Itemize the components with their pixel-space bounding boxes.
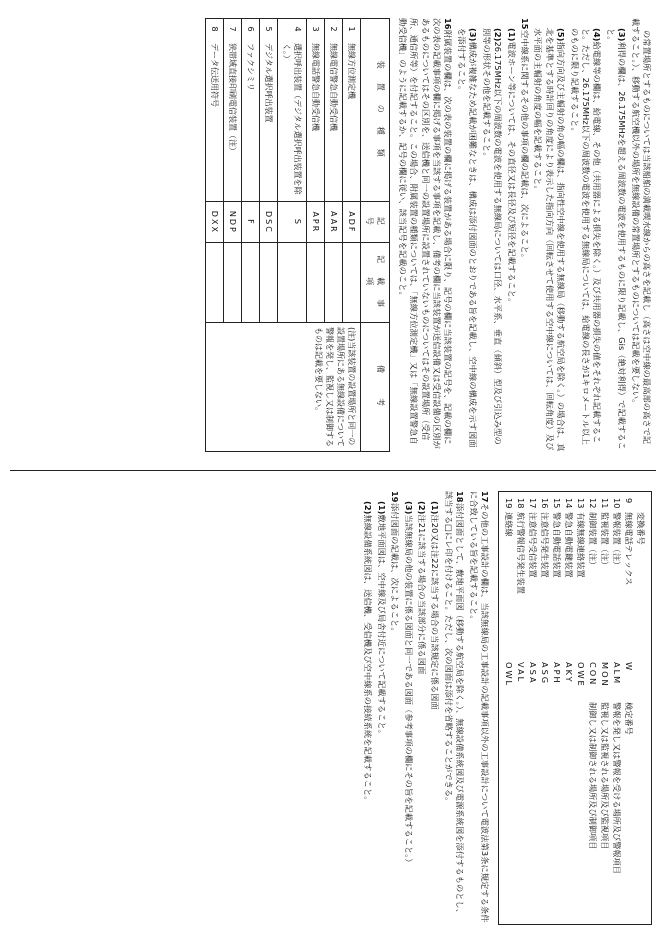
column-header: 記 号 <box>361 202 390 243</box>
list-header: 変換番号 <box>636 512 646 545</box>
table-header-row <box>361 19 390 452</box>
device-name: 選択呼出装置（デジタル選択呼出装置を除く。） <box>278 39 307 202</box>
row-number: 8 <box>206 19 224 40</box>
row-number: 3 <box>307 19 325 40</box>
paragraph: (5)指向方向及び主輻射の角の幅の欄は、指向性空中線を使用する無線局（移動する航空局を除く。）の場合は、真北を基準とする時計回りの角度により表示した指向方向（回転させて使用する空中線については、回転角度）及び水平面の主輻射の角度の幅を記載すること。 <box>533 28 567 452</box>
paragraph: (2)注21に該当する場合の当該部分に係る図面 <box>416 501 427 675</box>
device-name: 無線方位測定機 <box>343 39 361 202</box>
device-items <box>343 243 361 323</box>
list-item: 15 警急自動電話装置 APH <box>552 498 562 685</box>
list-item: 19 連絡線 OWL <box>504 498 514 688</box>
paragraph: (3)当該無線局の他の装置に係る図面と同一である図面（参考事項の欄にその旨を記載すること。） <box>403 501 414 867</box>
list-item: 14 警急自動電鍵装置 AKY <box>564 498 574 684</box>
paragraph: (4)給電線等の欄は、給電線、その他（共用器による損失を除く。）及び共用器の損失の値をそれぞれ記載すること。ただし、26.175MHz以下の周波数の電波を使用する無線局については、給電線の長さが1キロメートル以上のものに限り記載すること。 <box>569 28 603 445</box>
paragraph: (3)構成が複雑なため記載が困難なときは、構成は添付図面のとおりである旨を記載し、空中線の構成を示す図面を添付すること。 <box>456 28 479 448</box>
device-items <box>307 243 325 323</box>
row-number: 2 <box>325 19 343 40</box>
device-code: APR <box>307 202 325 243</box>
list-item: 12 制御装置（注） CON 制御し又は制御される場所及び制御項目 <box>588 498 598 850</box>
paragraph-block-bottom <box>362 491 490 925</box>
paragraph: (1)敷地平面図は、空中線及び局舎付近について記載すること。 <box>376 501 387 739</box>
device-items <box>278 243 307 323</box>
paragraph: (1)電波ホーン等については、その直径又は長径及び短径を記載すること。 <box>506 28 517 307</box>
table-note: (注)当該装置の設置場所と同一の設置場所にある無線設備について警報を発し、監視し又は制御するものは記載を要しない。 <box>206 323 361 452</box>
device-name: デジタル選択呼出装置 <box>260 39 278 202</box>
device-code: DXX <box>206 202 224 243</box>
list-item: 16 注意信号発生装置 ASG <box>540 498 550 686</box>
row-number: 1 <box>343 19 361 40</box>
paragraph: (2)26.175MHz以下の周波数の電波を使用する無線局については口径、水平系、垂直（傾斜）型及び引込み型の別等の形状その他を記載すること。 <box>481 28 504 445</box>
device-code: DSC <box>260 202 278 243</box>
paragraph: 17その他の工事設計の欄は、当該無線局の工事設計の記載事項以外の工事設計について電波法第3条に規定する条件に合致している旨を記載すること。 <box>468 491 490 923</box>
device-code: NDP <box>224 202 242 243</box>
paragraph: (3)利得の欄は、26.175MHzを超える周波数の電波を使用するものに限り記載し、Gis（絶対利得）で記載すること。 <box>605 28 628 450</box>
device-code: ADF <box>343 202 361 243</box>
table-row <box>343 19 361 452</box>
paragraph: の常置場所とするものについては当該船舶の満載喫水線からの高さを記載し（高さは空中線の最高部の高さで記載すること。）、移動する航空機以外の場所を無線設備の常置場所とするものについては記載を要しない。 <box>630 18 652 445</box>
device-items <box>224 243 242 323</box>
device-items <box>325 243 343 323</box>
paragraph: (2)無線設備系統図は、送信機、受信機及び空中線系の接続系統を記載すること。 <box>363 501 374 805</box>
attached-device-table <box>205 18 390 452</box>
list-item: 13 有線無線連絡装置 OWE <box>576 498 586 688</box>
column-header: 備 考 <box>361 323 390 452</box>
row-number: 5 <box>260 19 278 40</box>
device-list-continued <box>498 491 652 925</box>
page-fold-divider <box>10 470 656 471</box>
upper-page-half <box>0 0 666 470</box>
device-name: 無線電信警急自動受信機 <box>325 39 343 202</box>
paragraph: 19添付図面の記載は、次によること。 <box>390 491 401 636</box>
device-items <box>206 243 224 323</box>
list-item: 18 航行警報信号発生装置 VAL <box>516 498 526 684</box>
list-item: 10 警報装置（注） ALM 警報を発し又は警報を受ける場所及び警報項目 <box>612 498 622 874</box>
row-number: 7 <box>224 19 242 40</box>
paragraph: 18添付図面として、敷地平面図（移動する航空局を除く。）、無線設備系統図及び電源系統図を添付するものとし、該当する□にレ印を付けること。ただし、次の図面は添付を省略することができる。 <box>443 491 466 918</box>
device-name: 狭帯域直接印刷電信装置（注） <box>224 39 242 202</box>
device-name: データ伝送用符号 <box>206 39 224 202</box>
device-code: F <box>242 202 260 243</box>
list-item: 17 注意信号受信装置 ASA <box>528 498 538 685</box>
paragraph: (1)注20又は注22に該当する場合の当該規定に係る図面 <box>430 501 441 710</box>
list-item: 9 無線電話テレックス W 検定番号 <box>624 498 634 735</box>
device-items <box>260 243 278 323</box>
row-number: 4 <box>278 19 307 40</box>
column-header: 装 置 の 種 類 <box>361 19 390 202</box>
device-name: 無線電話警急自動受信機 <box>307 39 325 202</box>
device-items <box>242 243 260 323</box>
column-header: 記 載 事 項 <box>361 243 390 323</box>
device-code: S <box>278 202 307 243</box>
row-number: 6 <box>242 19 260 40</box>
device-code: AAR <box>325 202 343 243</box>
paragraph: 16附属装置の欄は、次の表の装置の欄に掲げる装置がある場合に限り、記号の欄に当該装置の記号を、記載の欄に次の表の記載事項の欄に掲げる事項を当該する事項を記載し、備考の欄に当該装置が送信設備又は受信設備の区別があるものについてはその区別を、送信機と同一の設置場所に設置されていないものについてはその設置場所（受信所、通信所等）を付記すること。この場合、附属装置の種類については、「無線方位測定機」又は「無線設置警急自動受信機」のように記載するか、記号の欄に従い、該当記号を記載のこと。 <box>397 18 454 449</box>
paragraph-block-top <box>396 18 652 452</box>
list-item: 11 監視装置（注） MON 監視し又は監視される場所及び監視項目 <box>600 498 610 850</box>
paragraph: 15空中線系に関するその他の事項の欄の記載は、次によること。 <box>519 18 530 263</box>
lower-page-half <box>0 473 666 943</box>
device-name: ファクシミリ <box>242 39 260 202</box>
